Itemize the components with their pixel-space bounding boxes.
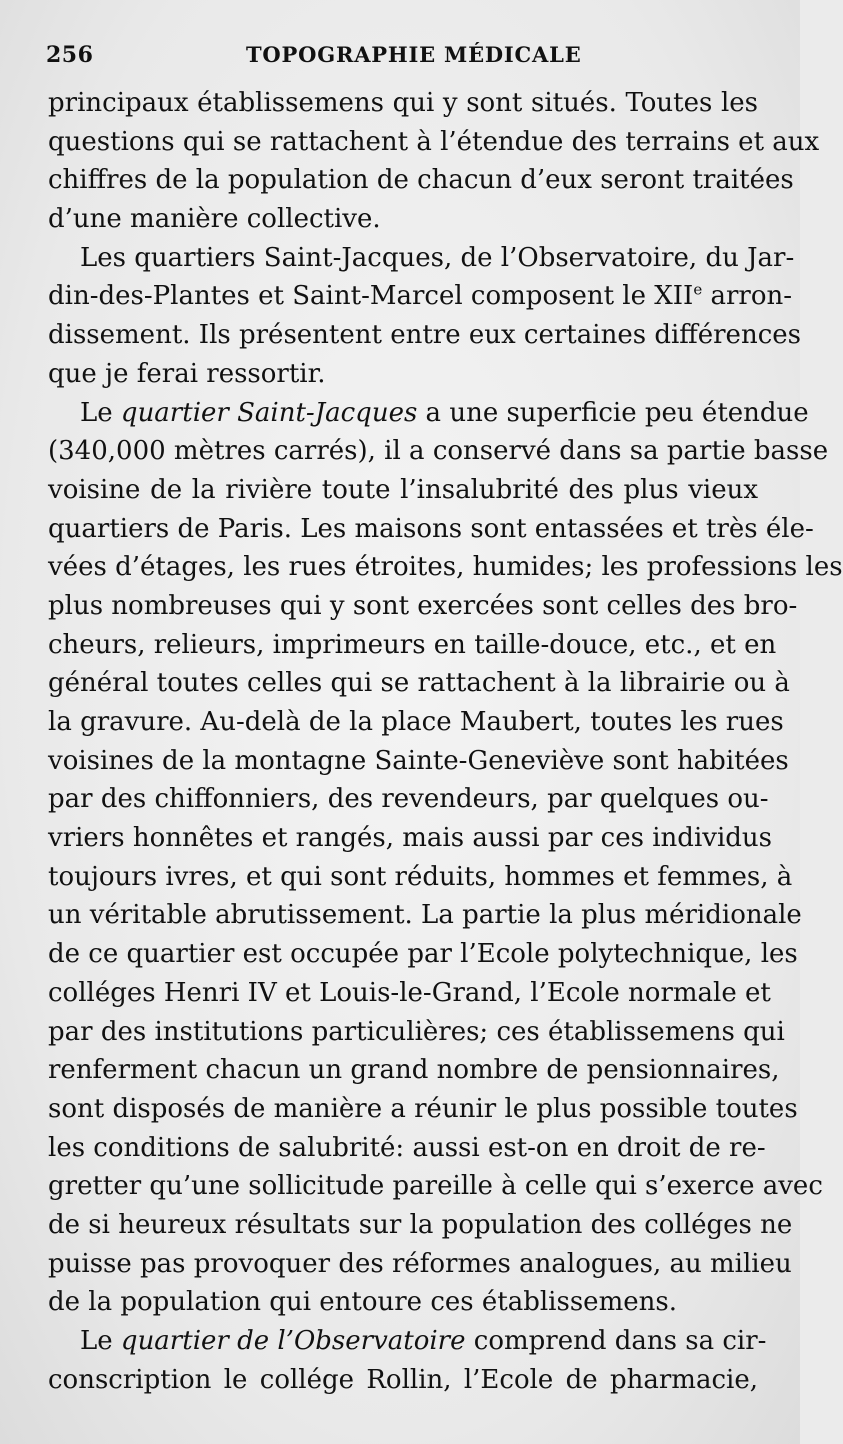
text-line: plus nombreuses qui y sont exercées sont celles des bro- xyxy=(48,590,798,621)
text-line: la gravure. Au-delà de la place Maubert, toutes les rues xyxy=(48,707,784,737)
running-title: TOPOGRAPHIE MÉDICALE xyxy=(246,42,582,67)
text-line: din-des-Plantes et Saint-Marcel composent le XIIe arron- xyxy=(48,280,793,312)
text-line: de si heureux résultats sur la population des colléges ne xyxy=(48,1209,793,1240)
page-number: 256 xyxy=(46,42,94,68)
text-line: les conditions de salubrité: aussi est-on en droit de re- xyxy=(48,1132,766,1163)
text-line: par des institutions particulières; ces établissemens qui xyxy=(48,1016,785,1047)
text-line: sont disposés de manière a réunir le plus possible toutes xyxy=(48,1093,798,1124)
body-text xyxy=(48,84,843,1399)
text-line: voisines de la montagne Sainte-Geneviève sont habitées xyxy=(48,745,789,776)
italic-term: quartier Saint-Jacques xyxy=(120,397,418,428)
text-line: de ce quartier est occupée par l’Ecole polytechnique, les xyxy=(48,939,798,970)
text-line: principaux établissemens qui y sont situés. Toutes les xyxy=(48,88,758,118)
text-line: questions qui se rattachent à l’étendue des terrains et aux xyxy=(48,126,820,157)
text-line: vées d’étages, les rues étroites, humides; les professions les xyxy=(48,552,843,583)
text-line: par des chiffonniers, des revendeurs, par quelques ou- xyxy=(48,784,769,815)
running-head xyxy=(46,42,756,82)
text-line: quartiers de Paris. Les maisons sont entassées et très éle- xyxy=(48,513,814,544)
text-line: Le quartier Saint-Jacques a une superficie peu étendue xyxy=(80,397,809,428)
text-line: puisse pas provoquer des réformes analogues, au milieu xyxy=(48,1248,792,1279)
text-line: renferment chacun un grand nombre de pensionnaires, xyxy=(48,1055,780,1086)
text-line: toujours ivres, et qui sont réduits, hommes et femmes, à xyxy=(48,861,793,892)
text-line: (340,000 mètres carrés), il a conservé dans sa partie basse xyxy=(48,436,829,467)
text-line: vriers honnêtes et rangés, mais aussi par ces individus xyxy=(48,823,772,854)
text-line: un véritable abrutissement. La partie la plus méridionale xyxy=(48,900,802,931)
text-line: que je ferai ressortir. xyxy=(48,358,326,389)
text-line: colléges Henri IV et Louis-le-Grand, l’Ecole normale et xyxy=(48,977,771,1008)
text-line: de la population qui entoure ces établissemens. xyxy=(48,1287,677,1318)
text-line: dissement. Ils présentent entre eux certaines différences xyxy=(48,320,801,351)
text-line: Les quartiers Saint-Jacques, de l’Observatoire, du Jar- xyxy=(80,242,795,273)
text-line: conscription le collége Rollin, l’Ecole de pharmacie, xyxy=(48,1364,758,1395)
text-line: d’une manière collective. xyxy=(48,204,381,235)
text-line: chiffres de la population de chacun d’eux seront traitées xyxy=(48,165,794,196)
text-line: voisine de la rivière toute l’insalubrité des plus vieux xyxy=(48,474,758,505)
text-line: général toutes celles qui se rattachent à la librairie ou à xyxy=(48,668,790,699)
text-line: gretter qu’une sollicitude pareille à celle qui s’exerce avec xyxy=(48,1171,823,1202)
text-line: cheurs, relieurs, imprimeurs en taille-douce, etc., et en xyxy=(48,629,777,660)
superscript: e xyxy=(693,280,703,299)
roman-numeral: XII xyxy=(654,281,694,312)
text-line: Le quartier de l’Observatoire comprend dans sa cir- xyxy=(80,1326,767,1356)
italic-term: quartier de l’Observatoire xyxy=(120,1326,466,1356)
